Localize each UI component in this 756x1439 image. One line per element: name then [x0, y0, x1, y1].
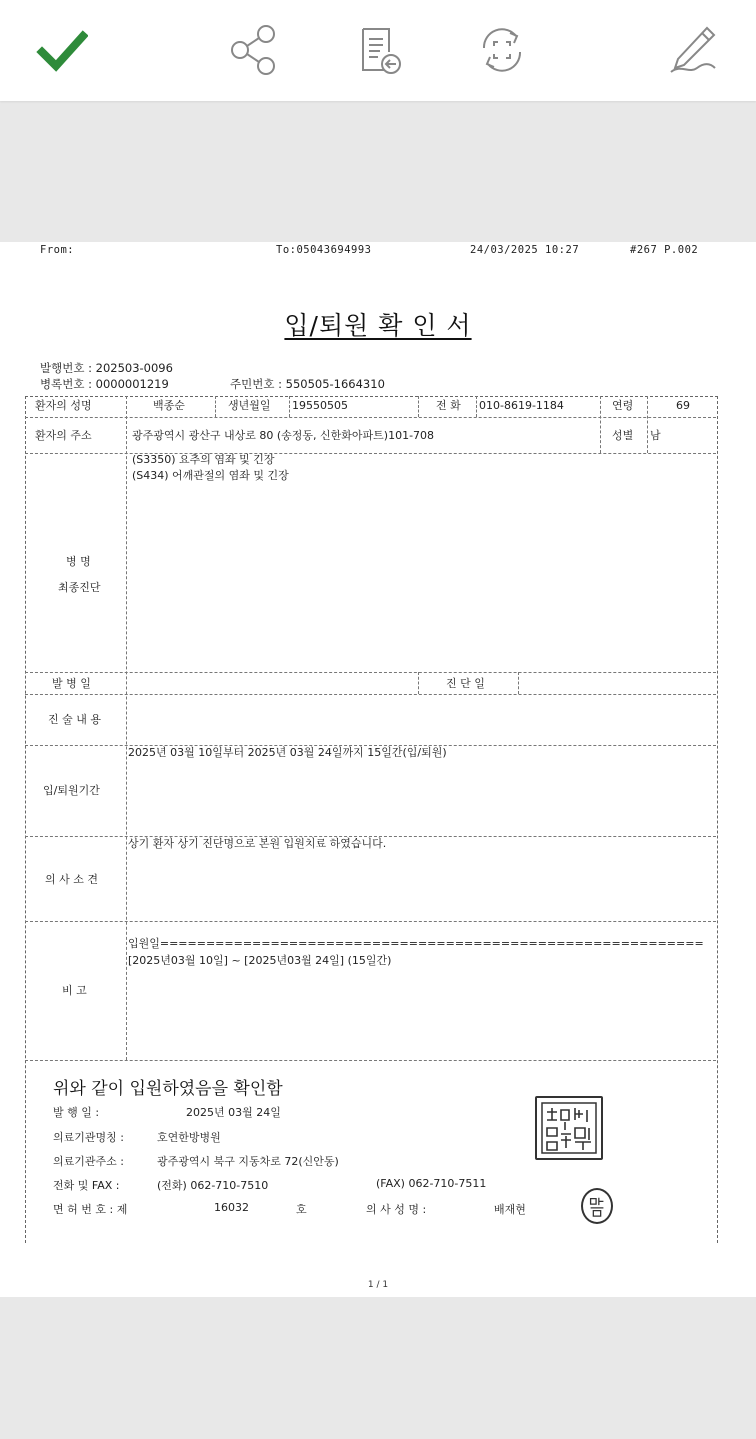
institution-name: 호연한방병원	[157, 1131, 221, 1144]
onset-date-label: 발 병 일	[52, 677, 91, 690]
phone-fax-label: 전화 및 FAX :	[53, 1179, 120, 1192]
diagnosis-line-1: (S3350) 요추의 염좌 및 긴장	[132, 453, 275, 466]
row-divider	[25, 417, 716, 418]
share-button[interactable]	[223, 20, 283, 80]
institution-phone: (전화) 062-710-7510	[157, 1179, 269, 1192]
hospital-seal-icon	[539, 1100, 599, 1156]
fax-page: #267 P.002	[630, 244, 699, 256]
resident-number: 주민번호 : 550505-1664310	[230, 377, 385, 391]
diagnosis-line-2: (S434) 어깨관절의 염좌 및 긴장	[132, 469, 289, 482]
license-number: 16032	[214, 1201, 249, 1214]
patient-address: 광주광역시 광산구 내상로 80 (송정동, 신한화아파트)101-708	[132, 429, 435, 442]
disease-label: 병 명	[66, 555, 91, 568]
phone-number: 010-8619-1184	[479, 399, 564, 412]
doctor-personal-seal	[581, 1188, 613, 1224]
rotate-crop-button[interactable]	[472, 20, 532, 80]
phone-label: 전 화	[436, 399, 461, 412]
doctor-name: 배재현	[494, 1203, 526, 1216]
license-label: 면 허 번 호 : 제	[53, 1203, 128, 1216]
remarks-line-2: [2025년03월 10일] ~ [2025년03월 24일] (15일간)	[128, 954, 392, 967]
col-divider	[647, 396, 648, 453]
export-button[interactable]	[350, 20, 410, 80]
row-divider	[25, 672, 716, 673]
col-divider	[126, 396, 127, 1060]
document-page[interactable]	[0, 242, 756, 1297]
doctor-opinion-label: 의 사 소 견	[45, 873, 98, 886]
doctor-opinion-text: 상기 환자 상기 진단명으로 본원 입원치료 하였습니다.	[128, 837, 387, 850]
confirm-button[interactable]	[32, 20, 92, 80]
row-divider	[25, 453, 716, 454]
row-divider	[25, 921, 716, 922]
issue-date-label: 발 행 일 :	[53, 1106, 100, 1119]
remarks-line-1: 입원일===========================================================	[128, 937, 704, 950]
personal-seal-icon	[586, 1193, 608, 1219]
institution-address: 광주광역시 북구 지동차로 72(신안동)	[157, 1155, 339, 1168]
patient-name: 백종순	[153, 399, 185, 412]
share-icon	[227, 24, 279, 76]
diagnosis-date-label: 진 단 일	[446, 677, 485, 690]
admission-period-label: 입/퇴원기간	[43, 784, 100, 797]
statement-label: 진 술 내 용	[48, 713, 101, 726]
final-diagnosis-label: 최종진단	[58, 581, 101, 594]
form-table	[25, 396, 718, 1243]
fax-datetime: 24/03/2025 10:27	[470, 244, 580, 256]
document-export-icon	[354, 24, 406, 76]
age-value: 69	[676, 399, 690, 412]
col-divider	[215, 396, 216, 417]
sex-label: 성별	[612, 429, 634, 442]
sex-value: 남	[650, 429, 661, 442]
institution-label: 의료기관명칭 :	[53, 1131, 124, 1144]
col-divider	[289, 396, 290, 417]
col-divider	[418, 672, 419, 694]
remarks-label: 비 고	[62, 984, 87, 997]
birth-date: 19550505	[292, 399, 348, 412]
col-divider	[418, 396, 419, 417]
issue-number: 발행번호 : 202503-0096	[40, 361, 173, 375]
issue-date: 2025년 03월 24일	[186, 1106, 281, 1119]
record-number: 병록번호 : 0000001219	[40, 377, 169, 391]
pen-sign-icon	[667, 24, 719, 76]
institution-address-label: 의료기관주소 :	[53, 1155, 124, 1168]
license-suffix: 호	[296, 1203, 307, 1216]
patient-name-label: 환자의 성명	[35, 399, 92, 412]
row-divider	[25, 694, 716, 695]
sign-button[interactable]	[663, 20, 723, 80]
fax-to: To:05043694993	[276, 244, 372, 256]
page-number: 1 / 1	[367, 1280, 389, 1290]
institution-fax: (FAX) 062-710-7511	[376, 1177, 487, 1190]
birth-label: 생년월일	[228, 399, 271, 412]
col-divider	[600, 396, 601, 453]
rotate-crop-icon	[476, 24, 528, 76]
document-title: 입/퇴원 확 인 서	[284, 311, 472, 340]
official-seal	[535, 1096, 603, 1160]
doctor-name-label: 의 사 성 명 :	[366, 1203, 427, 1216]
row-divider	[25, 1060, 716, 1061]
fax-from: From:	[40, 244, 75, 256]
col-divider	[518, 672, 519, 694]
col-divider	[476, 396, 477, 417]
age-label: 연령	[612, 399, 634, 412]
address-label: 환자의 주소	[35, 429, 92, 442]
confirmation-statement: 위와 같이 입원하였음을 확인함	[53, 1079, 283, 1099]
top-toolbar	[0, 0, 756, 101]
admission-period-text: 2025년 03월 10일부터 2025년 03월 24일까지 15일간(입/퇴원)	[128, 746, 447, 759]
checkmark-icon	[36, 24, 88, 76]
